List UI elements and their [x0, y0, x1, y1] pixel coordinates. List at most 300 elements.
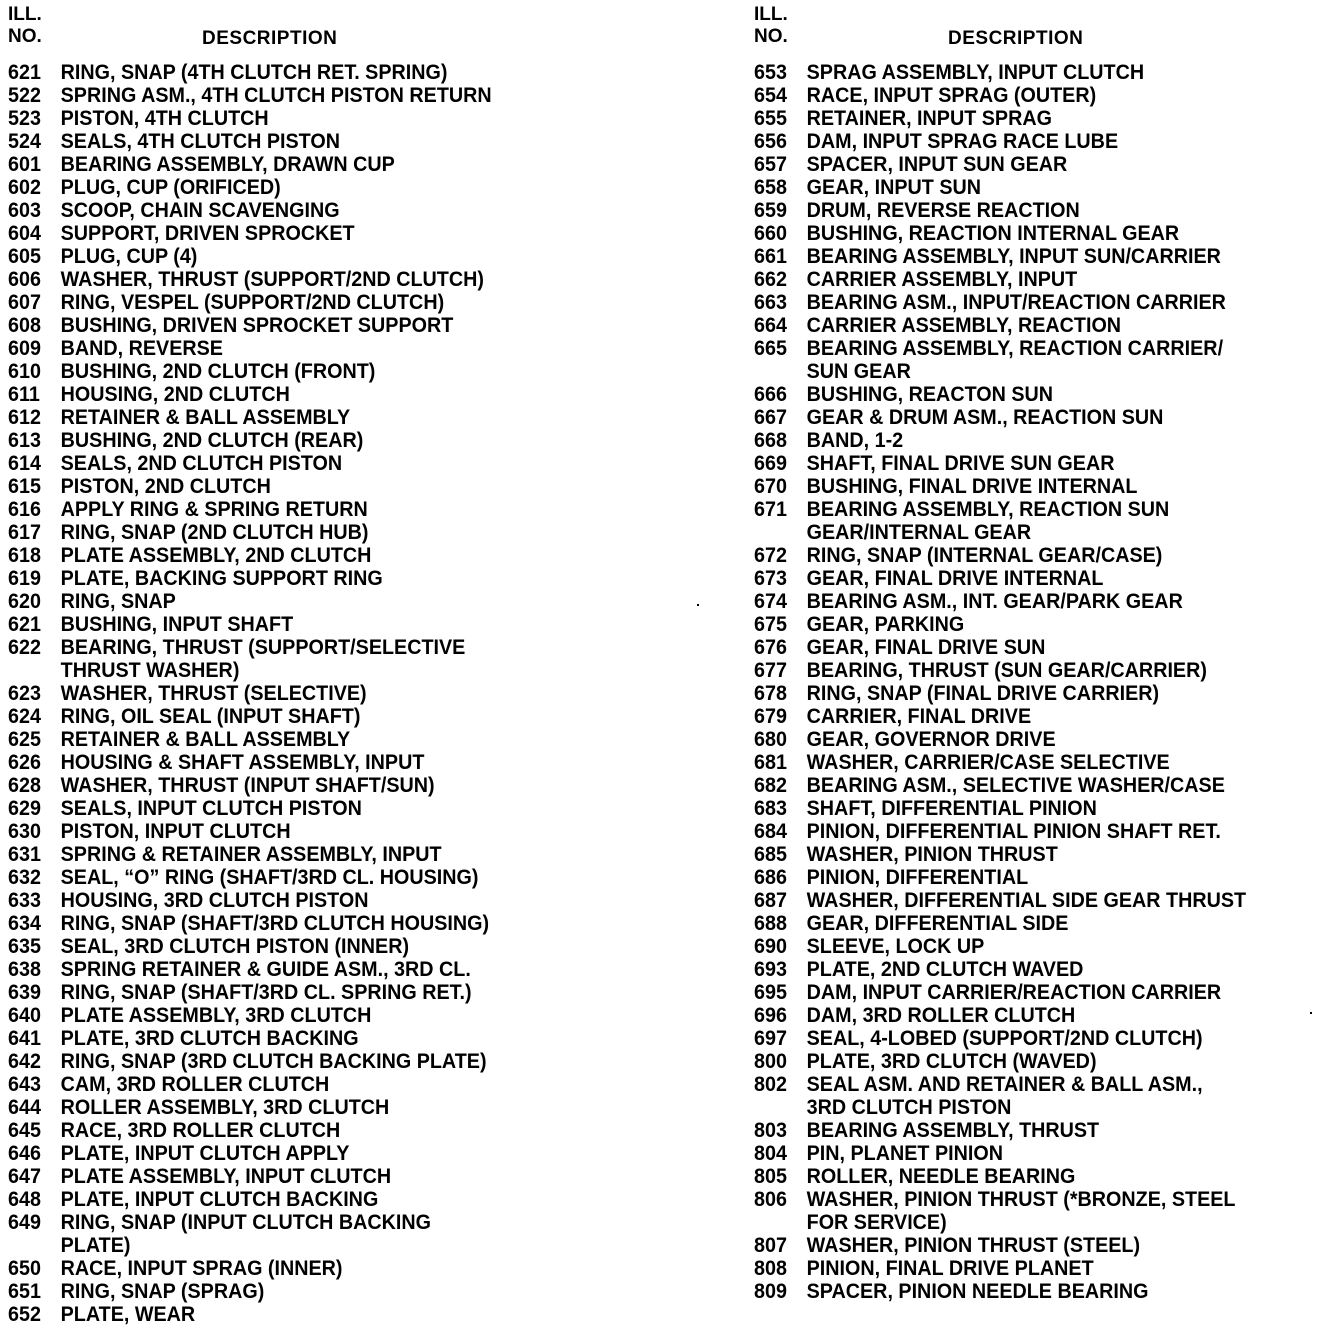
part-description: RACE, 3RD ROLLER CLUTCH — [60, 1119, 341, 1142]
part-number: 628 — [8, 774, 41, 797]
part-row — [754, 1050, 1290, 1073]
part-number: 678 — [754, 682, 787, 705]
part-description: HOUSING & SHAFT ASSEMBLY, INPUT — [60, 751, 425, 774]
part-row — [754, 130, 1290, 153]
part-row — [754, 84, 1290, 107]
part-row — [754, 268, 1290, 291]
part-description: PINION, FINAL DRIVE PLANET — [806, 1257, 1094, 1280]
part-description: RING, SNAP (INTERNAL GEAR/CASE) — [806, 544, 1163, 567]
part-description: WASHER, PINION THRUST (STEEL) — [806, 1234, 1141, 1257]
part-number: 602 — [8, 176, 41, 199]
part-row — [8, 130, 647, 153]
ill-heading-line1: ILL. — [754, 4, 788, 25]
part-row — [8, 1096, 647, 1119]
part-description: BUSHING, FINAL DRIVE INTERNAL — [806, 475, 1138, 498]
part-description: WASHER, CARRIER/CASE SELECTIVE — [806, 751, 1170, 774]
part-row — [8, 337, 647, 360]
part-number: 655 — [754, 107, 787, 130]
part-row — [8, 958, 647, 981]
part-number: 681 — [754, 751, 787, 774]
part-description: RING, SNAP (SPRAG) — [60, 1280, 265, 1303]
part-number: 603 — [8, 199, 41, 222]
part-number — [754, 360, 807, 383]
part-number: 613 — [8, 429, 41, 452]
part-description: SLEEVE, LOCK UP — [806, 935, 985, 958]
part-number: 677 — [754, 659, 787, 682]
part-number: 625 — [8, 728, 41, 751]
part-number: 626 — [8, 751, 41, 774]
part-number: 624 — [8, 705, 41, 728]
part-row — [8, 728, 647, 751]
part-row — [754, 590, 1290, 613]
part-row — [8, 843, 647, 866]
part-description: RING, SNAP (4TH CLUTCH RET. SPRING) — [60, 61, 448, 84]
part-number: 634 — [8, 912, 41, 935]
part-description: WASHER, THRUST (SELECTIVE) — [60, 682, 367, 705]
part-number: 620 — [8, 590, 41, 613]
part-row — [8, 245, 647, 268]
part-description: PLATE, 2ND CLUTCH WAVED — [806, 958, 1084, 981]
part-row — [754, 429, 1290, 452]
part-description: PLATE, WEAR — [60, 1303, 196, 1326]
part-description: SPRING RETAINER & GUIDE ASM., 3RD CL. — [60, 958, 471, 981]
right-column — [754, 4, 1324, 1303]
part-description: HOUSING, 2ND CLUTCH — [60, 383, 290, 406]
part-number: 675 — [754, 613, 787, 636]
part-number: 807 — [754, 1234, 787, 1257]
part-number: 645 — [8, 1119, 41, 1142]
part-number: 619 — [8, 567, 41, 590]
part-row — [8, 1027, 647, 1050]
part-row — [8, 84, 647, 107]
part-description: ROLLER ASSEMBLY, 3RD CLUTCH — [60, 1096, 390, 1119]
part-description: CARRIER ASSEMBLY, REACTION — [806, 314, 1122, 337]
part-description: BUSHING, 2ND CLUTCH (REAR) — [60, 429, 364, 452]
part-row — [754, 866, 1290, 889]
part-description: BEARING ASM., INT. GEAR/PARK GEAR — [806, 590, 1183, 613]
part-row — [8, 797, 647, 820]
part-description: GEAR, FINAL DRIVE INTERNAL — [806, 567, 1104, 590]
part-description: GEAR & DRUM ASM., REACTION SUN — [806, 406, 1164, 429]
part-row — [8, 1257, 647, 1280]
part-description: PLATE ASSEMBLY, 3RD CLUTCH — [60, 1004, 372, 1027]
part-row — [8, 107, 647, 130]
part-number: 632 — [8, 866, 41, 889]
part-description: PLATE, BACKING SUPPORT RING — [60, 567, 383, 590]
part-description: GEAR, INPUT SUN — [806, 176, 982, 199]
part-row — [754, 1280, 1290, 1303]
part-number: 690 — [754, 935, 787, 958]
part-row — [754, 935, 1290, 958]
part-description: PINION, DIFFERENTIAL PINION SHAFT RET. — [806, 820, 1221, 843]
part-description: BAND, 1-2 — [806, 429, 904, 452]
part-row — [8, 774, 647, 797]
part-description: BAND, REVERSE — [60, 337, 223, 360]
part-row — [754, 245, 1290, 268]
part-row — [754, 1004, 1290, 1027]
part-description: BUSHING, DRIVEN SPROCKET SUPPORT — [60, 314, 454, 337]
part-number: 630 — [8, 820, 41, 843]
part-row — [8, 521, 647, 544]
part-row — [8, 61, 647, 84]
part-row — [8, 590, 647, 613]
part-row — [8, 222, 647, 245]
part-row — [754, 728, 1290, 751]
part-row — [754, 521, 1290, 544]
part-number: 609 — [8, 337, 41, 360]
part-number: 695 — [754, 981, 787, 1004]
part-number: 654 — [754, 84, 787, 107]
part-description: RING, VESPEL (SUPPORT/2ND CLUTCH) — [60, 291, 445, 314]
part-number: 673 — [754, 567, 787, 590]
part-number — [8, 1234, 61, 1257]
part-description: RACE, INPUT SPRAG (OUTER) — [806, 84, 1097, 107]
part-number: 617 — [8, 521, 41, 544]
part-row — [8, 705, 647, 728]
part-description: GEAR, DIFFERENTIAL SIDE — [806, 912, 1069, 935]
part-description: PLATE, INPUT CLUTCH APPLY — [60, 1142, 350, 1165]
part-description: SEAL, 3RD CLUTCH PISTON (INNER) — [60, 935, 410, 958]
part-description: SPACER, PINION NEEDLE BEARING — [806, 1280, 1149, 1303]
part-row — [8, 498, 647, 521]
part-number: 650 — [8, 1257, 41, 1280]
part-number: 640 — [8, 1004, 41, 1027]
part-row — [8, 544, 647, 567]
part-number: 669 — [754, 452, 787, 475]
part-number: 611 — [8, 383, 40, 406]
part-number: 802 — [754, 1073, 787, 1096]
part-description: FOR SERVICE) — [806, 1211, 947, 1234]
part-number: 610 — [8, 360, 41, 383]
part-description: BUSHING, REACTION INTERNAL GEAR — [806, 222, 1180, 245]
part-description: BUSHING, REACTON SUN — [806, 383, 1054, 406]
part-number: 680 — [754, 728, 787, 751]
part-number: 646 — [8, 1142, 41, 1165]
part-number: 621 — [8, 61, 41, 84]
part-number: 668 — [754, 429, 787, 452]
part-description: SHAFT, DIFFERENTIAL PINION — [806, 797, 1097, 820]
part-description: RING, SNAP (SHAFT/3RD CLUTCH HOUSING) — [60, 912, 490, 935]
part-number: 523 — [8, 107, 41, 130]
part-number: 631 — [8, 843, 41, 866]
part-description: PLATE ASSEMBLY, INPUT CLUTCH — [60, 1165, 392, 1188]
part-row — [8, 406, 647, 429]
part-description: SPRING ASM., 4TH CLUTCH PISTON RETURN — [60, 84, 492, 107]
part-number: 666 — [754, 383, 787, 406]
part-description: BEARING ASSEMBLY, REACTION CARRIER/ — [806, 337, 1224, 360]
part-row — [754, 1234, 1290, 1257]
part-number: 606 — [8, 268, 41, 291]
part-number: 616 — [8, 498, 41, 521]
ill-heading-line1: ILL. — [8, 4, 42, 25]
part-description: SPRAG ASSEMBLY, INPUT CLUTCH — [806, 61, 1145, 84]
part-number: 641 — [8, 1027, 41, 1050]
part-row — [754, 452, 1290, 475]
part-description: SEAL, 4-LOBED (SUPPORT/2ND CLUTCH) — [806, 1027, 1203, 1050]
part-row — [8, 268, 647, 291]
part-row — [754, 153, 1290, 176]
part-row — [8, 981, 647, 1004]
part-description: PLUG, CUP (4) — [60, 245, 198, 268]
part-description: WASHER, PINION THRUST (*BRONZE, STEEL — [806, 1188, 1236, 1211]
part-row — [8, 1004, 647, 1027]
part-description: DRUM, REVERSE REACTION — [806, 199, 1080, 222]
part-row — [8, 199, 647, 222]
part-number: 659 — [754, 199, 787, 222]
part-number: 808 — [754, 1257, 787, 1280]
part-description: RETAINER, INPUT SPRAG — [806, 107, 1052, 130]
part-description: PIN, PLANET PINION — [806, 1142, 1003, 1165]
part-row — [8, 360, 647, 383]
part-description: BEARING ASSEMBLY, DRAWN CUP — [60, 153, 395, 176]
ill-no-heading — [8, 4, 42, 48]
part-description: SPACER, INPUT SUN GEAR — [806, 153, 1068, 176]
part-number — [754, 1211, 807, 1234]
part-row — [8, 475, 647, 498]
part-description: PISTON, INPUT CLUTCH — [60, 820, 291, 843]
part-number: 522 — [8, 84, 41, 107]
part-description: RETAINER & BALL ASSEMBLY — [60, 406, 351, 429]
part-number: 649 — [8, 1211, 41, 1234]
part-description: RING, SNAP (2ND CLUTCH HUB) — [60, 521, 369, 544]
part-row — [754, 613, 1290, 636]
part-row — [8, 636, 647, 659]
part-number: 687 — [754, 889, 787, 912]
part-description: PISTON, 2ND CLUTCH — [60, 475, 271, 498]
part-description: DAM, INPUT SPRAG RACE LUBE — [806, 130, 1119, 153]
part-row — [754, 1142, 1290, 1165]
part-row — [8, 291, 647, 314]
part-description: APPLY RING & SPRING RETURN — [60, 498, 368, 521]
part-number: 621 — [8, 613, 41, 636]
part-number: 697 — [754, 1027, 787, 1050]
part-row — [8, 866, 647, 889]
part-row — [754, 1027, 1290, 1050]
part-description: GEAR, FINAL DRIVE SUN — [806, 636, 1046, 659]
left-column — [8, 4, 688, 1326]
part-row — [754, 774, 1290, 797]
part-number: 670 — [754, 475, 787, 498]
part-description: SCOOP, CHAIN SCAVENGING — [60, 199, 340, 222]
part-description: WASHER, PINION THRUST — [806, 843, 1058, 866]
part-description: SUPPORT, DRIVEN SPROCKET — [60, 222, 355, 245]
part-description: RING, SNAP (FINAL DRIVE CARRIER) — [806, 682, 1160, 705]
description-heading: DESCRIPTION — [948, 28, 1084, 49]
part-number: 601 — [8, 153, 41, 176]
part-number: 643 — [8, 1073, 41, 1096]
right-parts-list — [754, 61, 1324, 1303]
stray-dot — [697, 604, 699, 606]
part-row — [754, 498, 1290, 521]
part-row — [8, 1234, 647, 1257]
part-description: SEALS, 4TH CLUTCH PISTON — [60, 130, 340, 153]
part-description: RACE, INPUT SPRAG (INNER) — [60, 1257, 343, 1280]
part-row — [754, 61, 1290, 84]
part-description: PLATE, 3RD CLUTCH (WAVED) — [806, 1050, 1097, 1073]
part-row — [8, 1142, 647, 1165]
part-row — [8, 176, 647, 199]
part-number: 683 — [754, 797, 787, 820]
part-number: 608 — [8, 314, 41, 337]
part-description: SUN GEAR — [806, 360, 911, 383]
part-number — [754, 521, 807, 544]
part-number: 662 — [754, 268, 787, 291]
part-description: WASHER, THRUST (SUPPORT/2ND CLUTCH) — [60, 268, 484, 291]
part-row — [754, 1211, 1290, 1234]
part-description: CARRIER, FINAL DRIVE — [806, 705, 1032, 728]
part-number: 653 — [754, 61, 787, 84]
part-number: 607 — [8, 291, 41, 314]
part-number: 676 — [754, 636, 787, 659]
part-number: 652 — [8, 1303, 41, 1326]
part-number: 667 — [754, 406, 787, 429]
part-number: 664 — [754, 314, 787, 337]
part-number: 803 — [754, 1119, 787, 1142]
part-number: 661 — [754, 245, 787, 268]
part-description: PLATE, INPUT CLUTCH BACKING — [60, 1188, 379, 1211]
part-number: 674 — [754, 590, 787, 613]
part-description: BEARING, THRUST (SUN GEAR/CARRIER) — [806, 659, 1207, 682]
part-description: BEARING ASSEMBLY, REACTION SUN — [806, 498, 1170, 521]
part-description: SEAL, “O” RING (SHAFT/3RD CL. HOUSING) — [60, 866, 479, 889]
part-description: BUSHING, 2ND CLUTCH (FRONT) — [60, 360, 376, 383]
part-row — [8, 682, 647, 705]
part-row — [8, 1073, 647, 1096]
part-description: GEAR/INTERNAL GEAR — [806, 521, 1032, 544]
part-row — [8, 1119, 647, 1142]
part-description: RING, SNAP — [60, 590, 176, 613]
part-description: BEARING, THRUST (SUPPORT/SELECTIVE — [60, 636, 466, 659]
part-row — [754, 1119, 1290, 1142]
part-description: RING, SNAP (SHAFT/3RD CL. SPRING RET.) — [60, 981, 472, 1004]
part-row — [8, 383, 647, 406]
part-number: 671 — [754, 498, 787, 521]
part-description: WASHER, THRUST (INPUT SHAFT/SUN) — [60, 774, 435, 797]
part-row — [8, 659, 647, 682]
part-row — [8, 1165, 647, 1188]
part-description: BEARING ASSEMBLY, INPUT SUN/CARRIER — [806, 245, 1221, 268]
ill-no-heading — [754, 4, 788, 48]
part-number: 693 — [754, 958, 787, 981]
part-row — [754, 107, 1290, 130]
part-row — [754, 291, 1290, 314]
right-column-header — [754, 4, 1324, 52]
part-row — [8, 820, 647, 843]
part-number: 651 — [8, 1280, 41, 1303]
part-number: 685 — [754, 843, 787, 866]
description-heading: DESCRIPTION — [202, 28, 338, 49]
part-description: CAM, 3RD ROLLER CLUTCH — [60, 1073, 330, 1096]
part-number: 679 — [754, 705, 787, 728]
part-number: 638 — [8, 958, 41, 981]
part-row — [8, 153, 647, 176]
part-row — [8, 1211, 647, 1234]
part-description: HOUSING, 3RD CLUTCH PISTON — [60, 889, 369, 912]
part-description: SEALS, INPUT CLUTCH PISTON — [60, 797, 362, 820]
part-description: BUSHING, INPUT SHAFT — [60, 613, 294, 636]
part-number: 604 — [8, 222, 41, 245]
part-number: 615 — [8, 475, 41, 498]
part-description: SEAL ASM. AND RETAINER & BALL ASM., — [806, 1073, 1203, 1096]
part-number: 612 — [8, 406, 41, 429]
ill-heading-line2: NO. — [754, 26, 788, 47]
part-description: GEAR, GOVERNOR DRIVE — [806, 728, 1056, 751]
part-number: 657 — [754, 153, 787, 176]
part-row — [754, 958, 1290, 981]
part-number: 660 — [754, 222, 787, 245]
part-description: RING, SNAP (3RD CLUTCH BACKING PLATE) — [60, 1050, 487, 1073]
part-row — [754, 1165, 1290, 1188]
part-description: WASHER, DIFFERENTIAL SIDE GEAR THRUST — [806, 889, 1247, 912]
part-row — [754, 889, 1290, 912]
part-row — [8, 1050, 647, 1073]
part-number: 622 — [8, 636, 41, 659]
part-number: 686 — [754, 866, 787, 889]
part-description: RING, OIL SEAL (INPUT SHAFT) — [60, 705, 361, 728]
part-row — [8, 935, 647, 958]
part-row — [8, 314, 647, 337]
part-description: PLUG, CUP (ORIFICED) — [60, 176, 281, 199]
part-description: PLATE, 3RD CLUTCH BACKING — [60, 1027, 359, 1050]
part-row — [754, 383, 1290, 406]
part-number: 682 — [754, 774, 787, 797]
part-number — [8, 659, 61, 682]
part-description: SEALS, 2ND CLUTCH PISTON — [60, 452, 343, 475]
part-row — [754, 1188, 1290, 1211]
part-description: PINION, DIFFERENTIAL — [806, 866, 1029, 889]
part-row — [754, 1073, 1290, 1096]
part-number: 665 — [754, 337, 787, 360]
part-number: 804 — [754, 1142, 787, 1165]
part-description: BEARING ASM., INPUT/REACTION CARRIER — [806, 291, 1226, 314]
ill-heading-line2: NO. — [8, 26, 42, 47]
left-parts-list — [8, 61, 688, 1326]
part-row — [754, 820, 1290, 843]
part-number: 806 — [754, 1188, 787, 1211]
part-number: 614 — [8, 452, 41, 475]
part-row — [8, 751, 647, 774]
part-description: PLATE ASSEMBLY, 2ND CLUTCH — [60, 544, 372, 567]
part-row — [754, 360, 1290, 383]
part-number — [754, 1096, 807, 1119]
part-row — [754, 544, 1290, 567]
part-number: 524 — [8, 130, 41, 153]
part-number: 642 — [8, 1050, 41, 1073]
left-column-header — [8, 4, 688, 52]
part-row — [754, 843, 1290, 866]
part-description: BEARING ASM., SELECTIVE WASHER/CASE — [806, 774, 1225, 797]
part-description: BEARING ASSEMBLY, THRUST — [806, 1119, 1100, 1142]
part-number: 629 — [8, 797, 41, 820]
part-number: 805 — [754, 1165, 787, 1188]
part-number: 633 — [8, 889, 41, 912]
part-description: SPRING & RETAINER ASSEMBLY, INPUT — [60, 843, 442, 866]
part-row — [8, 1303, 647, 1326]
part-row — [754, 1257, 1290, 1280]
part-number: 644 — [8, 1096, 41, 1119]
part-row — [754, 659, 1290, 682]
part-description: SHAFT, FINAL DRIVE SUN GEAR — [806, 452, 1115, 475]
part-row — [8, 889, 647, 912]
part-row — [754, 682, 1290, 705]
part-description: 3RD CLUTCH PISTON — [806, 1096, 1012, 1119]
part-row — [8, 452, 647, 475]
part-row — [8, 1188, 647, 1211]
part-row — [754, 337, 1290, 360]
part-number: 672 — [754, 544, 787, 567]
part-row — [8, 567, 647, 590]
part-description: PLATE) — [60, 1234, 131, 1257]
